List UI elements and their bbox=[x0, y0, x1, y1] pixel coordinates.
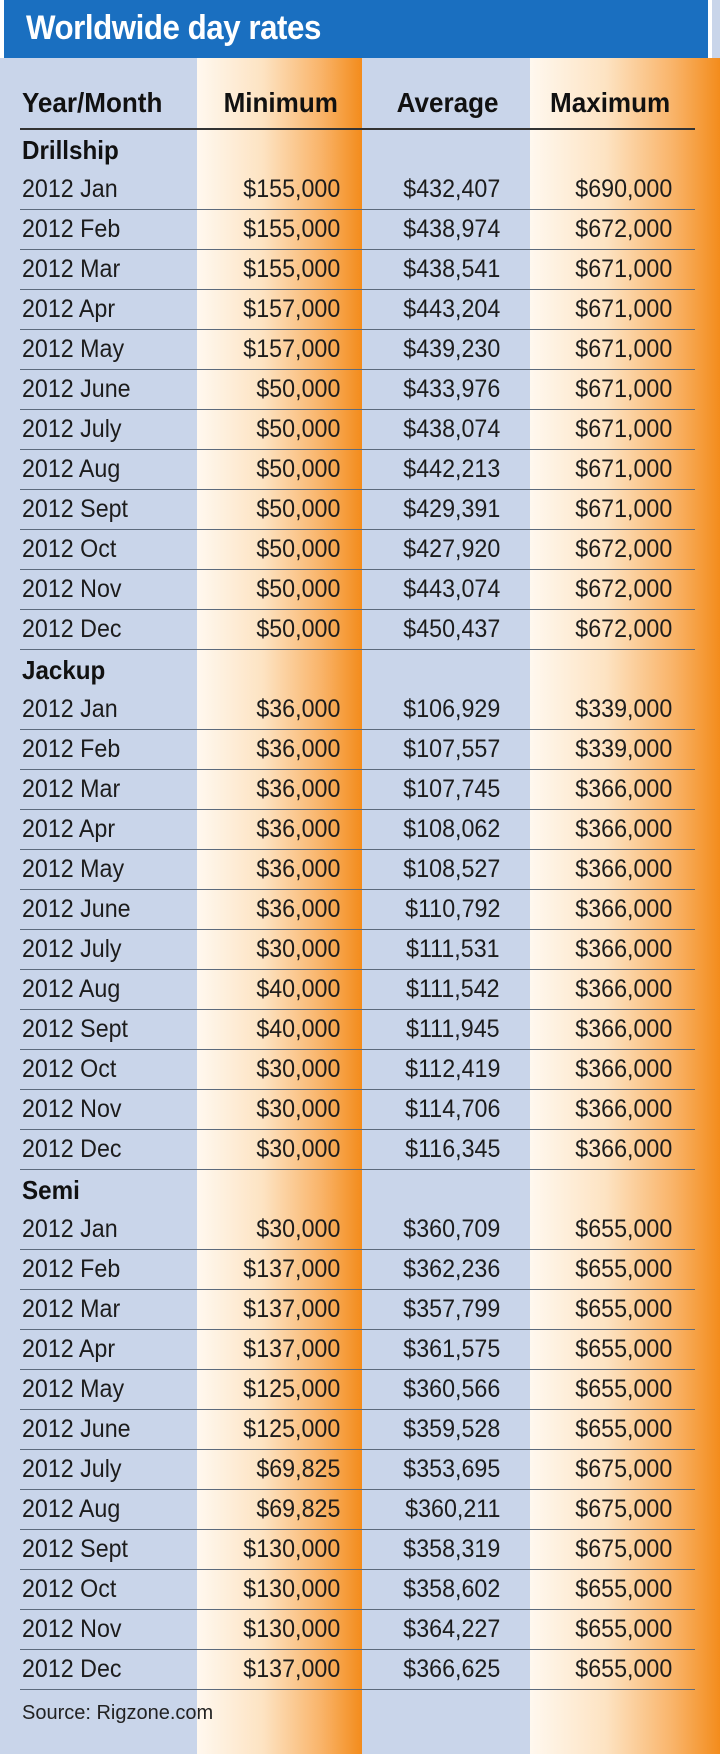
table-row bbox=[20, 610, 695, 650]
cell-minimum-text: $50,000 bbox=[255, 415, 340, 443]
cell-maximum bbox=[20, 1410, 672, 1449]
cell-average-text: $114,706 bbox=[404, 1095, 500, 1123]
cell-maximum bbox=[20, 690, 672, 729]
table-row bbox=[20, 1010, 695, 1050]
section-header-jackup bbox=[20, 650, 695, 690]
table-row bbox=[20, 1370, 695, 1410]
table-row bbox=[20, 170, 695, 210]
cell-label-text: 2012 Nov bbox=[22, 1095, 122, 1123]
table-row bbox=[20, 530, 695, 570]
cell-maximum bbox=[20, 1290, 672, 1329]
cell-average-text: $106,929 bbox=[403, 695, 500, 723]
table-row bbox=[20, 330, 695, 370]
cell-label-text: 2012 June bbox=[22, 375, 131, 403]
cell-maximum-text: $655,000 bbox=[575, 1655, 672, 1683]
cell-maximum-text: $366,000 bbox=[575, 775, 672, 803]
cell-maximum bbox=[20, 890, 672, 929]
cell-maximum-text: $366,000 bbox=[575, 1135, 672, 1163]
cell-average-text: $442,213 bbox=[403, 455, 500, 483]
table-row bbox=[20, 810, 695, 850]
table-row bbox=[20, 1610, 695, 1650]
cell-maximum-text: $671,000 bbox=[575, 375, 672, 403]
cell-minimum-text: $36,000 bbox=[255, 895, 340, 923]
cell-average-text: $357,799 bbox=[403, 1295, 500, 1323]
cell-average-text: $359,528 bbox=[403, 1415, 500, 1443]
table-row bbox=[20, 570, 695, 610]
table-row bbox=[20, 370, 695, 410]
cell-maximum-text: $672,000 bbox=[575, 215, 672, 243]
cell-minimum-text: $40,000 bbox=[255, 1015, 340, 1043]
cell-average-text: $358,602 bbox=[403, 1575, 500, 1603]
cell-label-text: 2012 June bbox=[22, 1415, 131, 1443]
cell-minimum-text: $157,000 bbox=[243, 295, 340, 323]
cell-average-text: $111,531 bbox=[406, 935, 500, 963]
cell-maximum bbox=[20, 1090, 672, 1129]
cell-maximum-text: $672,000 bbox=[575, 535, 672, 563]
cell-minimum-text: $36,000 bbox=[255, 735, 340, 763]
cell-average-text: $361,575 bbox=[403, 1335, 500, 1363]
cell-minimum-text: $125,000 bbox=[243, 1415, 340, 1443]
cell-average-text: $433,976 bbox=[403, 375, 500, 403]
cell-average-text: $427,920 bbox=[403, 535, 500, 563]
cell-minimum-text: $50,000 bbox=[255, 535, 340, 563]
table-row bbox=[20, 210, 695, 250]
section-title bbox=[22, 650, 202, 690]
cell-maximum bbox=[20, 1450, 672, 1489]
section-title bbox=[22, 130, 202, 170]
table-row bbox=[20, 1650, 695, 1690]
cell-minimum-text: $155,000 bbox=[243, 255, 340, 283]
cell-average-text: $438,541 bbox=[403, 255, 500, 283]
cell-maximum bbox=[20, 1250, 672, 1289]
cell-maximum bbox=[20, 1530, 672, 1569]
cell-label-text: 2012 Dec bbox=[22, 615, 122, 643]
cell-label-text: 2012 Nov bbox=[22, 1615, 122, 1643]
cell-minimum-text: $30,000 bbox=[255, 1055, 340, 1083]
column-header-maximum bbox=[20, 78, 670, 128]
cell-label-text: 2012 Apr bbox=[22, 1335, 116, 1363]
column-header-minimum-text: Minimum bbox=[223, 87, 338, 118]
cell-minimum-text: $36,000 bbox=[255, 815, 340, 843]
table-row bbox=[20, 1570, 695, 1610]
cell-label-text: 2012 Jan bbox=[22, 695, 118, 723]
table-row bbox=[20, 1210, 695, 1250]
cell-minimum-text: $30,000 bbox=[255, 935, 340, 963]
table-row bbox=[20, 1050, 695, 1090]
cell-average-text: $108,527 bbox=[403, 855, 500, 883]
cell-average-text: $439,230 bbox=[403, 335, 500, 363]
table-row bbox=[20, 410, 695, 450]
cell-average-text: $107,557 bbox=[403, 735, 500, 763]
cell-label-text: 2012 Apr bbox=[22, 295, 116, 323]
cell-label-text: 2012 May bbox=[22, 855, 125, 883]
cell-average-text: $432,407 bbox=[403, 175, 500, 203]
cell-average-text: $443,074 bbox=[403, 575, 500, 603]
cell-maximum bbox=[20, 1130, 672, 1169]
cell-minimum-text: $30,000 bbox=[255, 1095, 340, 1123]
cell-average-text: $107,745 bbox=[403, 775, 500, 803]
cell-label-text: 2012 Oct bbox=[22, 1575, 117, 1603]
column-header-label-text: Year/Month bbox=[22, 87, 163, 118]
cell-maximum-text: $671,000 bbox=[575, 415, 672, 443]
cell-average-text: $116,345 bbox=[404, 1135, 500, 1163]
cell-maximum-text: $672,000 bbox=[575, 575, 672, 603]
cell-maximum-text: $671,000 bbox=[575, 455, 672, 483]
cell-average-text: $111,542 bbox=[406, 975, 500, 1003]
cell-minimum-text: $155,000 bbox=[243, 175, 340, 203]
cell-maximum bbox=[20, 930, 672, 969]
cell-maximum-text: $655,000 bbox=[575, 1335, 672, 1363]
cell-minimum-text: $69,825 bbox=[255, 1455, 340, 1483]
cell-maximum-text: $671,000 bbox=[575, 295, 672, 323]
section-title-text: Jackup bbox=[22, 654, 106, 685]
cell-average-text: $438,974 bbox=[403, 215, 500, 243]
cell-minimum-text: $130,000 bbox=[243, 1615, 340, 1643]
cell-maximum-text: $655,000 bbox=[575, 1415, 672, 1443]
cell-maximum-text: $675,000 bbox=[575, 1495, 672, 1523]
cell-maximum bbox=[20, 1210, 672, 1249]
cell-maximum bbox=[20, 530, 672, 569]
cell-average-text: $353,695 bbox=[403, 1455, 500, 1483]
cell-average-text: $360,709 bbox=[403, 1215, 500, 1243]
cell-minimum-text: $50,000 bbox=[255, 615, 340, 643]
cell-maximum bbox=[20, 330, 672, 369]
cell-minimum-text: $130,000 bbox=[243, 1535, 340, 1563]
cell-label-text: 2012 July bbox=[22, 415, 122, 443]
table-row bbox=[20, 1450, 695, 1490]
cell-maximum bbox=[20, 370, 672, 409]
cell-maximum bbox=[20, 1490, 672, 1529]
cell-maximum-text: $366,000 bbox=[575, 1095, 672, 1123]
table-row bbox=[20, 850, 695, 890]
section-title-text: Drillship bbox=[22, 134, 119, 165]
table-row bbox=[20, 730, 695, 770]
cell-minimum-text: $36,000 bbox=[255, 695, 340, 723]
cell-average-text: $360,566 bbox=[403, 1375, 500, 1403]
table-header-row bbox=[20, 78, 695, 130]
title-bar bbox=[0, 0, 712, 58]
cell-maximum bbox=[20, 1650, 672, 1689]
cell-minimum-text: $50,000 bbox=[255, 575, 340, 603]
cell-label-text: 2012 Sept bbox=[22, 1535, 129, 1563]
cell-minimum-text: $36,000 bbox=[255, 855, 340, 883]
cell-maximum-text: $339,000 bbox=[575, 735, 672, 763]
table-row bbox=[20, 1290, 695, 1330]
cell-label-text: 2012 June bbox=[22, 895, 131, 923]
section-title bbox=[22, 1170, 202, 1210]
cell-maximum-text: $339,000 bbox=[575, 695, 672, 723]
cell-maximum-text: $655,000 bbox=[575, 1215, 672, 1243]
cell-label-text: 2012 Aug bbox=[22, 455, 121, 483]
cell-maximum-text: $366,000 bbox=[575, 975, 672, 1003]
cell-maximum bbox=[20, 610, 672, 649]
cell-maximum bbox=[20, 570, 672, 609]
cell-maximum-text: $671,000 bbox=[575, 495, 672, 523]
cell-maximum-text: $655,000 bbox=[575, 1255, 672, 1283]
cell-maximum bbox=[20, 730, 672, 769]
cell-label-text: 2012 Feb bbox=[22, 735, 121, 763]
cell-minimum-text: $50,000 bbox=[255, 375, 340, 403]
cell-maximum-text: $366,000 bbox=[575, 1055, 672, 1083]
cell-maximum-text: $366,000 bbox=[575, 1015, 672, 1043]
table-row bbox=[20, 1130, 695, 1170]
cell-minimum-text: $137,000 bbox=[243, 1655, 340, 1683]
cell-label-text: 2012 Apr bbox=[22, 815, 116, 843]
cell-maximum bbox=[20, 450, 672, 489]
cell-label-text: 2012 Nov bbox=[22, 575, 122, 603]
cell-maximum-text: $675,000 bbox=[575, 1455, 672, 1483]
cell-maximum-text: $366,000 bbox=[575, 935, 672, 963]
table-row bbox=[20, 490, 695, 530]
cell-maximum bbox=[20, 210, 672, 249]
cell-maximum-text: $655,000 bbox=[575, 1295, 672, 1323]
cell-maximum bbox=[20, 1570, 672, 1609]
cell-label-text: 2012 Mar bbox=[22, 1295, 121, 1323]
day-rates-table bbox=[20, 78, 695, 1690]
cell-label-text: 2012 July bbox=[22, 1455, 122, 1483]
cell-maximum-text: $655,000 bbox=[575, 1575, 672, 1603]
cell-maximum bbox=[20, 1050, 672, 1089]
cell-label-text: 2012 Sept bbox=[22, 1015, 129, 1043]
table-row bbox=[20, 1330, 695, 1370]
cell-maximum-text: $366,000 bbox=[575, 855, 672, 883]
cell-maximum-text: $671,000 bbox=[575, 255, 672, 283]
cell-label-text: 2012 Jan bbox=[22, 1215, 118, 1243]
table-row bbox=[20, 450, 695, 490]
cell-minimum-text: $40,000 bbox=[255, 975, 340, 1003]
cell-average-text: $364,227 bbox=[403, 1615, 500, 1643]
cell-average-text: $438,074 bbox=[403, 415, 500, 443]
cell-label-text: 2012 Feb bbox=[22, 1255, 121, 1283]
cell-label-text: 2012 Mar bbox=[22, 775, 121, 803]
section-header-semi bbox=[20, 1170, 695, 1210]
cell-label-text: 2012 Jan bbox=[22, 175, 118, 203]
source-note: Source: Rigzone.com bbox=[22, 1702, 214, 1724]
cell-average-text: $443,204 bbox=[403, 295, 500, 323]
cell-maximum bbox=[20, 1610, 672, 1649]
section-header-drillship bbox=[20, 130, 695, 170]
cell-label-text: 2012 Feb bbox=[22, 215, 121, 243]
cell-maximum-text: $655,000 bbox=[575, 1375, 672, 1403]
cell-maximum bbox=[20, 850, 672, 889]
cell-maximum-text: $690,000 bbox=[575, 175, 672, 203]
cell-label-text: 2012 Dec bbox=[22, 1135, 122, 1163]
cell-minimum-text: $157,000 bbox=[243, 335, 340, 363]
section-title-text: Semi bbox=[22, 1174, 80, 1205]
cell-minimum-text: $137,000 bbox=[243, 1255, 340, 1283]
table-row bbox=[20, 770, 695, 810]
cell-label-text: 2012 Aug bbox=[22, 1495, 121, 1523]
chart-title: Worldwide day rates bbox=[26, 9, 321, 47]
table-row bbox=[20, 1490, 695, 1530]
cell-maximum bbox=[20, 410, 672, 449]
cell-average-text: $429,391 bbox=[403, 495, 500, 523]
cell-average-text: $110,792 bbox=[404, 895, 500, 923]
cell-maximum-text: $671,000 bbox=[575, 335, 672, 363]
cell-maximum bbox=[20, 770, 672, 809]
cell-average-text: $360,211 bbox=[404, 1495, 500, 1523]
cell-average-text: $450,437 bbox=[403, 615, 500, 643]
cell-maximum-text: $675,000 bbox=[575, 1535, 672, 1563]
cell-minimum-text: $125,000 bbox=[243, 1375, 340, 1403]
cell-maximum bbox=[20, 1370, 672, 1409]
table-row bbox=[20, 250, 695, 290]
cell-maximum-text: $672,000 bbox=[575, 615, 672, 643]
table-row bbox=[20, 890, 695, 930]
cell-label-text: 2012 Oct bbox=[22, 535, 117, 563]
cell-maximum bbox=[20, 1330, 672, 1369]
table-row bbox=[20, 1250, 695, 1290]
cell-label-text: 2012 Aug bbox=[22, 975, 121, 1003]
table-row bbox=[20, 1090, 695, 1130]
column-header-maximum-text: Maximum bbox=[549, 87, 670, 118]
cell-maximum bbox=[20, 970, 672, 1009]
cell-minimum-text: $130,000 bbox=[243, 1575, 340, 1603]
cell-minimum-text: $155,000 bbox=[243, 215, 340, 243]
cell-label-text: 2012 Dec bbox=[22, 1655, 122, 1683]
cell-label-text: 2012 Mar bbox=[22, 255, 121, 283]
cell-maximum bbox=[20, 1010, 672, 1049]
cell-maximum bbox=[20, 290, 672, 329]
cell-maximum-text: $366,000 bbox=[575, 815, 672, 843]
cell-average-text: $366,625 bbox=[403, 1655, 500, 1683]
cell-minimum-text: $30,000 bbox=[255, 1215, 340, 1243]
cell-maximum bbox=[20, 810, 672, 849]
cell-average-text: $111,945 bbox=[406, 1015, 500, 1043]
table-row bbox=[20, 290, 695, 330]
cell-label-text: 2012 Sept bbox=[22, 495, 129, 523]
cell-minimum-text: $36,000 bbox=[255, 775, 340, 803]
cell-average-text: $112,419 bbox=[404, 1055, 500, 1083]
table-row bbox=[20, 930, 695, 970]
cell-minimum-text: $137,000 bbox=[243, 1335, 340, 1363]
table-row bbox=[20, 1530, 695, 1570]
cell-minimum-text: $30,000 bbox=[255, 1135, 340, 1163]
cell-label-text: 2012 May bbox=[22, 1375, 125, 1403]
table-row bbox=[20, 690, 695, 730]
cell-label-text: 2012 Oct bbox=[22, 1055, 117, 1083]
table-row bbox=[20, 1410, 695, 1450]
cell-minimum-text: $69,825 bbox=[255, 1495, 340, 1523]
table-row bbox=[20, 970, 695, 1010]
cell-maximum bbox=[20, 250, 672, 289]
column-header-average-text: Average bbox=[396, 87, 498, 118]
cell-minimum-text: $50,000 bbox=[255, 495, 340, 523]
cell-average-text: $108,062 bbox=[403, 815, 500, 843]
cell-label-text: 2012 May bbox=[22, 335, 125, 363]
cell-minimum-text: $137,000 bbox=[243, 1295, 340, 1323]
cell-maximum-text: $366,000 bbox=[575, 895, 672, 923]
cell-label-text: 2012 July bbox=[22, 935, 122, 963]
cell-minimum-text: $50,000 bbox=[255, 455, 340, 483]
cell-maximum bbox=[20, 170, 672, 209]
cell-average-text: $358,319 bbox=[403, 1535, 500, 1563]
cell-maximum bbox=[20, 490, 672, 529]
cell-average-text: $362,236 bbox=[403, 1255, 500, 1283]
cell-maximum-text: $655,000 bbox=[575, 1615, 672, 1643]
